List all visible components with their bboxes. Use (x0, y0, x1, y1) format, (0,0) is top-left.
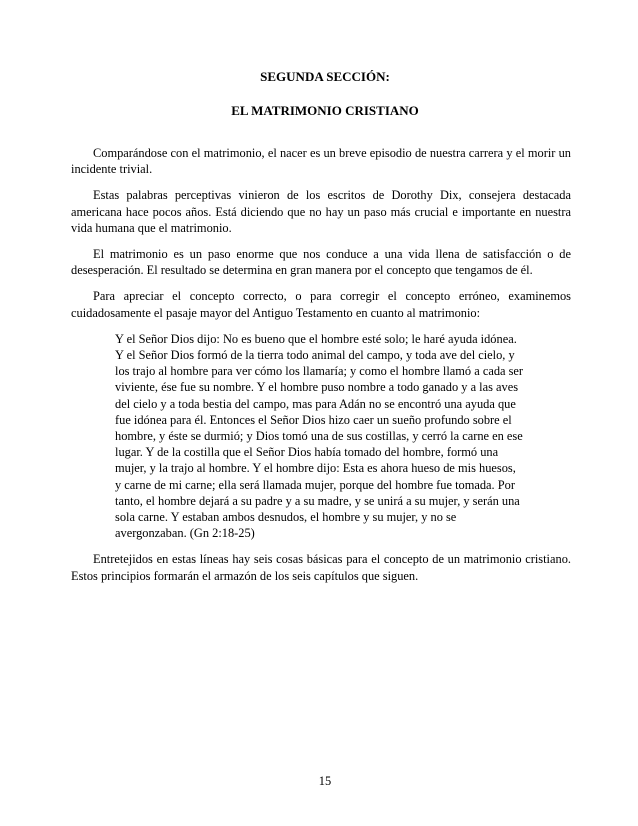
quote-line: sola carne. Y estaban ambos desnudos, el hombre y su mujer, y no se (115, 510, 457, 525)
paragraph: Estas palabras perceptivas vinieron de los escritos de Dorothy Dix, consejera destacada americana hace pocos años. Está diciendo que no hay un paso más crucial e importante en nuestra vida humana que el matrimonio. (71, 188, 571, 235)
quote-line: avergonzaban. (Gn 2:18-25) (115, 526, 255, 541)
quote-line: mujer, y la trajo al hombre. Y el hombre dijo: Esta es ahora hueso de mis huesos, (115, 461, 516, 476)
quote-line: del cielo y a toda bestia del campo, mas para Adán no se encontró una ayuda que (115, 396, 516, 411)
quote-line: los trajo al hombre para ver cómo los llamaría; y como el hombre llamó a cada ser (115, 364, 524, 379)
scripture-quote (71, 331, 571, 542)
paragraph: El matrimonio es un paso enorme que nos conduce a una vida llena de satisfacción o de desesperación. El resultado se determina en gran manera por el concepto que tengamos de él. (71, 247, 571, 278)
page-title: EL MATRIMONIO CRISTIANO (231, 103, 419, 118)
quote-line: fue idónea para él. Entonces el Señor Dios hizo caer un sueño profundo sobre el (115, 412, 512, 427)
quote-line: viviente, ése fue su nombre. Y el hombre puso nombre a todo ganado y a las aves (115, 380, 519, 395)
quote-line: tanto, el hombre dejará a su padre y a su madre, y se unirá a su mujer, y serán una (115, 493, 520, 508)
paragraph: Para apreciar el concepto correcto, o para corregir el concepto erróneo, examinemos cuidadosamente el pasaje mayor del Antiguo Testamento en cuanto al matrimonio: (71, 289, 571, 320)
quote-line: y carne de mi carne; ella será llamada mujer, porque del hombre fue tomada. Por (115, 477, 515, 492)
quote-line: Y el Señor Dios formó de la tierra todo animal del campo, y toda ave del cielo, y (115, 348, 515, 363)
closing-paragraph: Entretejidos en estas líneas hay seis cosas básicas para el concepto de un matrimonio cristiano. Estos principios formarán el armazón de los seis capítulos que siguen. (71, 552, 571, 583)
section-heading: SEGUNDA SECCIÓN: (260, 69, 390, 84)
quote-line: hombre, y éste se durmió; y Dios tomó una de sus costillas, y cerró la carne en ese (115, 429, 523, 444)
quote-line: Y el Señor Dios dijo: No es bueno que el hombre esté solo; le haré ayuda idónea. (115, 331, 517, 346)
paragraph: Comparándose con el matrimonio, el nacer es un breve episodio de nuestra carrera y el morir un incidente trivial. (71, 146, 571, 177)
quote-line: lugar. Y de la costilla que el Señor Dios había tomado del hombre, formó una (115, 445, 499, 460)
document-body (71, 145, 571, 594)
page-number: 15 (318, 774, 332, 788)
